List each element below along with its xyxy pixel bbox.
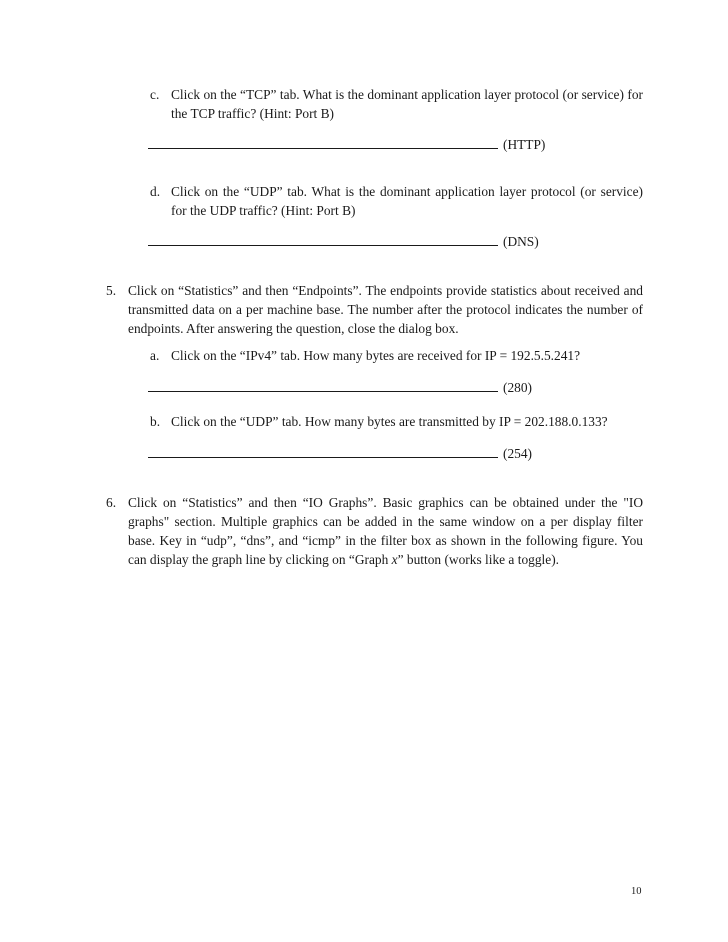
answer-5b-line [148, 444, 532, 463]
question-5 [106, 281, 643, 338]
question-5a-text: Click on the “IPv4” tab. How many bytes are received for IP = 192.5.5.241? [171, 348, 581, 363]
question-4d [150, 182, 643, 220]
question-6-text-part1: Click on “Statistics” and then “IO Graphs”. Basic graphics can be obtained under the "IO graphs" section. Multiple graphics can be added in the same window on a per display filter base. Key in “udp”, “dns”, and “icmp” in the filter box as shown in the following figure. You can display the graph line by clicking on “Graph [128, 495, 643, 567]
answer-4c-line [148, 135, 545, 154]
answer-4d-line [148, 232, 539, 251]
answer-4c-hint: (HTTP) [503, 137, 546, 152]
question-4d-text: Click on the “UDP” tab. What is the dominant application layer protocol (or service) for the UDP traffic? (Hint: Port B) [171, 184, 643, 218]
question-4c [150, 85, 643, 123]
question-5a-marker: a. [150, 348, 160, 363]
page-number: 10 [631, 886, 642, 897]
question-5-marker: 5. [106, 283, 117, 298]
question-4c-text: Click on the “TCP” tab. What is the dominant application layer protocol (or service) for the TCP traffic? (Hint: Port B) [171, 87, 643, 121]
question-6-graph-variable: x [391, 552, 398, 567]
question-6-text-part2: ” button (works like a toggle). [397, 552, 560, 567]
question-5b-text: Click on the “UDP” tab. How many bytes are transmitted by IP = 202.188.0.133? [171, 414, 608, 429]
question-5-text: Click on “Statistics” and then “Endpoints”. The endpoints provide statistics about received and transmitted data on a per machine base. The number after the protocol indicates the number of endpoints. After answering the question, close the dialog box. [128, 283, 643, 336]
question-4c-marker: c. [150, 87, 160, 102]
question-6-text [128, 493, 643, 569]
question-4d-marker: d. [150, 184, 161, 199]
question-5b-marker: b. [150, 414, 161, 429]
answer-4d-hint: (DNS) [503, 234, 539, 249]
question-6-marker: 6. [106, 495, 117, 510]
answer-4c-blank[interactable] [148, 135, 498, 149]
answer-5b-blank[interactable] [148, 444, 498, 458]
answer-4d-blank[interactable] [148, 232, 498, 246]
question-5b [150, 412, 643, 431]
question-6 [106, 493, 643, 569]
answer-5a-line [148, 378, 532, 397]
answer-5a-blank[interactable] [148, 378, 498, 392]
answer-5a-hint: (280) [503, 380, 533, 395]
answer-5b-hint: (254) [503, 446, 533, 461]
question-5a [150, 346, 643, 365]
